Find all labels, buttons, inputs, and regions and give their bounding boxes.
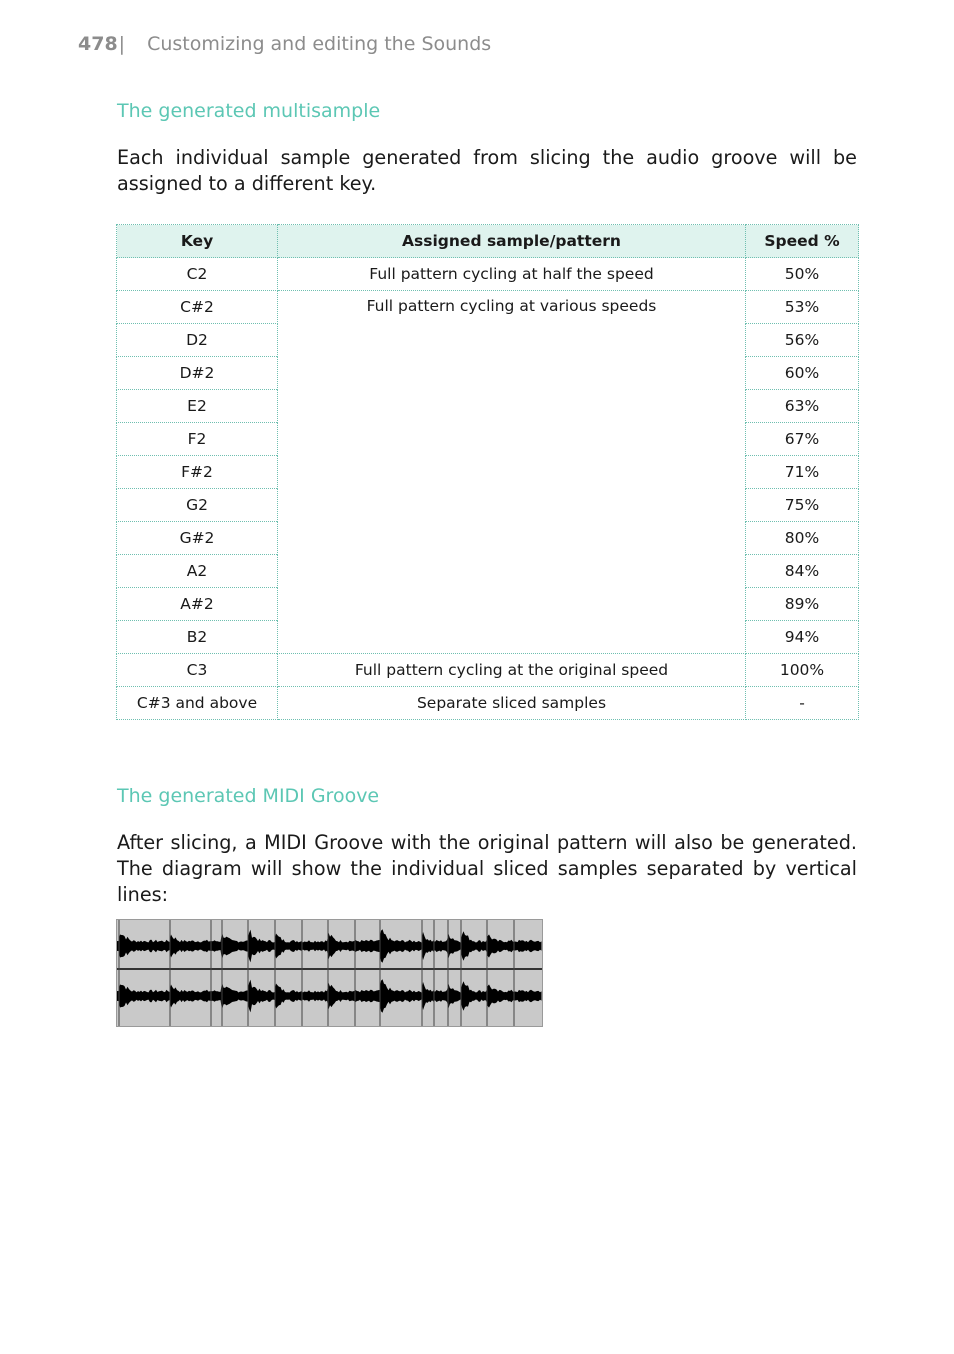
speed-cell: 75% [746, 489, 859, 522]
speed-cell: 89% [746, 588, 859, 621]
table-row [117, 654, 859, 687]
pattern-cell: Full pattern cycling at various speeds [278, 291, 746, 654]
speed-cell: 50% [746, 258, 859, 291]
key-cell: D#2 [117, 357, 278, 390]
running-head [78, 33, 491, 55]
key-cell: B2 [117, 621, 278, 654]
speed-cell: 80% [746, 522, 859, 555]
table-row [117, 291, 859, 324]
key-cell: G2 [117, 489, 278, 522]
header-assigned-pattern: Assigned sample/pattern [278, 225, 746, 258]
midi-groove-paragraph: After slicing, a MIDI Groove with the original pattern will also be generated. The diagram will show the individual sliced samples separated by vertical lines: [117, 831, 857, 906]
key-cell: C#3 and above [117, 687, 278, 720]
key-cell: D2 [117, 324, 278, 357]
sliced-waveform-diagram [116, 919, 543, 1027]
key-cell: G#2 [117, 522, 278, 555]
key-cell: F#2 [117, 456, 278, 489]
table-row [117, 258, 859, 291]
key-cell: C#2 [117, 291, 278, 324]
pattern-cell: Full pattern cycling at half the speed [278, 258, 746, 291]
speed-cell: 84% [746, 555, 859, 588]
speed-cell: 53% [746, 291, 859, 324]
section-title-multisample: The generated multisample [117, 100, 381, 122]
key-cell: A#2 [117, 588, 278, 621]
table-header-row [117, 225, 859, 258]
key-cell: A2 [117, 555, 278, 588]
page-separator: | [118, 33, 126, 55]
page-number: 478 [78, 33, 118, 55]
right-channel-waveform [117, 979, 542, 1012]
speed-cell: 100% [746, 654, 859, 687]
pattern-cell: Separate sliced samples [278, 687, 746, 720]
left-channel-waveform [117, 929, 542, 962]
header-speed: Speed % [746, 225, 859, 258]
key-assignment-table [116, 224, 859, 720]
header-key: Key [117, 225, 278, 258]
speed-cell: 94% [746, 621, 859, 654]
chapter-title: Customizing and editing the Sounds [147, 33, 492, 55]
key-cell: E2 [117, 390, 278, 423]
key-cell: F2 [117, 423, 278, 456]
speed-cell: 67% [746, 423, 859, 456]
speed-cell: 71% [746, 456, 859, 489]
speed-cell: 60% [746, 357, 859, 390]
waveform-graphic [117, 920, 542, 1026]
table-row [117, 687, 859, 720]
speed-cell: 63% [746, 390, 859, 423]
speed-cell: 56% [746, 324, 859, 357]
multisample-paragraph: Each individual sample generated from slicing the audio groove will be assigned to a different key. [117, 146, 857, 195]
speed-cell: - [746, 687, 859, 720]
section-title-midi-groove: The generated MIDI Groove [117, 785, 380, 807]
key-cell: C2 [117, 258, 278, 291]
pattern-cell: Full pattern cycling at the original speed [278, 654, 746, 687]
key-cell: C3 [117, 654, 278, 687]
